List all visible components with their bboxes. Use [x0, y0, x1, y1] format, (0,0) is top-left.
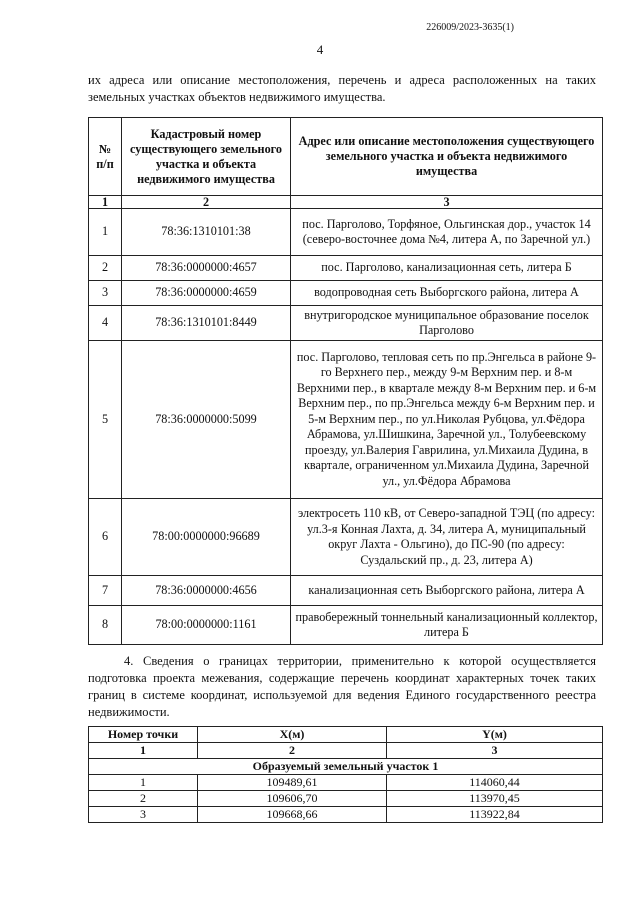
row-number: 2 [89, 256, 122, 281]
table-row [89, 341, 603, 499]
table-row [89, 209, 603, 256]
table-row [89, 499, 603, 576]
y-value: 113922,84 [387, 807, 603, 823]
row-number: 6 [89, 499, 122, 576]
address-cell: водопроводная сеть Выборгского района, литера А [291, 281, 603, 306]
x-value: 109489,61 [198, 775, 387, 791]
numbering-row [89, 743, 603, 759]
numbering-cell: 3 [387, 743, 603, 759]
x-value: 109606,70 [198, 791, 387, 807]
numbering-cell: 1 [89, 743, 198, 759]
point-number: 1 [89, 775, 198, 791]
table-row [89, 576, 603, 606]
cadastral-number: 78:36:0000000:5099 [122, 341, 291, 499]
numbering-cell: 2 [122, 196, 291, 209]
table-row [89, 606, 603, 645]
point-number: 3 [89, 807, 198, 823]
address-cell: пос. Парголово, тепловая сеть по пр.Энгельса в районе 9-го Верхнего пер., между 9-м Верхним пер. и 8-м Верхними пер., в квартале между 8-м Верхним пер. и 6-м Верхним пер., по пр.Энгельса между 6-м Верхним пер. и 5-м Верхним пер., по ул.Николая Рубцова, ул.Фёдора Абрамова, ул.Шишкина, Заречной ул., Толубеевскому проезду, ул.Валерия Гаврилина, ул.Михаила Дудина, в квартале, ограниченном ул.Михаила Дудина, Заречной ул., ул.Фёдора Абрамова [291, 341, 603, 499]
address-cell: пос. Парголово, Торфяное, Ольгинская дор., участок 14 (северо-восточнее дома №4, литера А, по Заречной ул.) [291, 209, 603, 256]
address-cell: внутригородское муниципальное образование поселок Парголово [291, 306, 603, 341]
address-cell: канализационная сеть Выборгского района, литера А [291, 576, 603, 606]
numbering-cell: 3 [291, 196, 603, 209]
row-number: 4 [89, 306, 122, 341]
header-x: X(м) [198, 727, 387, 743]
intro-paragraph: их адреса или описание местоположения, перечень и адреса расположенных на таких земельных участках объектов недвижимого имущества. [88, 73, 596, 104]
cadastral-number: 78:36:0000000:4659 [122, 281, 291, 306]
table-row [89, 807, 603, 823]
point-number: 2 [89, 791, 198, 807]
table-row [89, 791, 603, 807]
header-address: Адрес или описание местоположения существующего земельного участка и объекта недвижимого имущества [291, 118, 603, 196]
header-point-number: Номер точки [89, 727, 198, 743]
numbering-cell: 2 [198, 743, 387, 759]
cadastral-number: 78:36:1310101:38 [122, 209, 291, 256]
coordinates-table [88, 726, 603, 823]
row-number: 7 [89, 576, 122, 606]
header-y: Y(м) [387, 727, 603, 743]
row-number: 1 [89, 209, 122, 256]
table-row [89, 281, 603, 306]
table-row [89, 256, 603, 281]
header-cadastral: Кадастровый номер существующего земельного участка и объекта недвижимого имущества [122, 118, 291, 196]
numbering-cell: 1 [89, 196, 122, 209]
coordinates-header-row [89, 727, 603, 743]
cadastral-number: 78:00:0000000:96689 [122, 499, 291, 576]
x-value: 109668,66 [198, 807, 387, 823]
section-4-paragraph: 4. Сведения о границах территории, применительно к которой осуществляется подготовка проекта межевания, содержащие перечень координат характерных точек таких границ в системе координат, используемой для ведения Единого государственного реестра недвижимости. [88, 654, 596, 719]
address-cell: правобережный тоннельный канализационный коллектор, литера Б [291, 606, 603, 645]
table-row [89, 306, 603, 341]
land-plot-subheader: Образуемый земельный участок 1 [89, 759, 603, 775]
cadastral-number: 78:36:0000000:4657 [122, 256, 291, 281]
cadastral-number: 78:36:1310101:8449 [122, 306, 291, 341]
numbering-row [89, 196, 603, 209]
document-id: 226009/2023-3635(1) [426, 22, 514, 33]
cadastral-number: 78:00:0000000:1161 [122, 606, 291, 645]
table-row [89, 775, 603, 791]
header-number: № п/п [89, 118, 122, 196]
row-number: 8 [89, 606, 122, 645]
address-cell: электросеть 110 кВ, от Северо-западной ТЭЦ (по адресу: ул.3-я Конная Лахта, д. 34, литера А, муниципальный округ Лахта - Ольгино), до ПС-90 (по адресу: Суздальский пр., д. 23, литера А) [291, 499, 603, 576]
row-number: 5 [89, 341, 122, 499]
row-number: 3 [89, 281, 122, 306]
y-value: 113970,45 [387, 791, 603, 807]
y-value: 114060,44 [387, 775, 603, 791]
address-cell: пос. Парголово, канализационная сеть, литера Б [291, 256, 603, 281]
page-number: 4 [316, 42, 324, 57]
subheader-row [89, 759, 603, 775]
cadastral-number: 78:36:0000000:4656 [122, 576, 291, 606]
table-header-row [89, 118, 603, 196]
cadastral-table [88, 117, 603, 645]
